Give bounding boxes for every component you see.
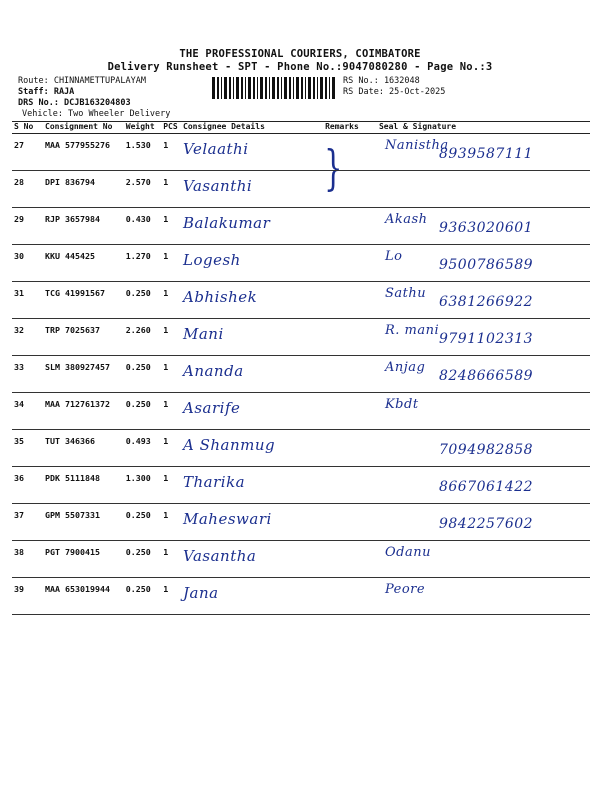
row-sno: 34	[12, 393, 43, 430]
row-signature	[377, 356, 590, 393]
header-consignment: Consignment No	[43, 122, 124, 134]
row-remarks	[323, 430, 377, 467]
table-row	[12, 578, 590, 615]
row-consignee-details	[181, 578, 323, 615]
row-consignment-number: KKU 445425	[43, 245, 124, 282]
row-pcs: 1	[161, 245, 181, 282]
row-pcs: 1	[161, 356, 181, 393]
row-pcs: 1	[161, 134, 181, 171]
table-row	[12, 393, 590, 430]
table-row	[12, 208, 590, 245]
handwritten-consignee-name: Asarife	[183, 399, 241, 417]
row-remarks	[323, 541, 377, 578]
row-signature	[377, 208, 590, 245]
header-signature: Seal & Signature	[377, 122, 590, 134]
handwritten-phone-number: 8939587111	[438, 146, 534, 162]
row-consignment-number: PDK 5111848	[43, 467, 124, 504]
row-consignee-details	[181, 356, 323, 393]
row-signature	[377, 467, 590, 504]
row-consignee-details	[181, 171, 323, 208]
handwritten-signature: Peore	[384, 582, 426, 597]
row-remarks	[323, 282, 377, 319]
row-pcs: 1	[161, 208, 181, 245]
row-weight: 0.250	[124, 356, 161, 393]
row-consignee-details	[181, 430, 323, 467]
handwritten-consignee-name: Logesh	[183, 251, 241, 269]
row-signature	[377, 134, 590, 171]
handwritten-signature: Sathu	[384, 286, 427, 301]
row-weight: 0.250	[124, 578, 161, 615]
remarks-brace-mark: }	[324, 140, 343, 196]
handwritten-consignee-name: Tharika	[183, 473, 246, 491]
handwritten-consignee-name: Abhishek	[183, 288, 258, 306]
handwritten-signature: Anjag	[384, 360, 426, 375]
row-consignment-number: MAA 712761372	[43, 393, 124, 430]
table-row	[12, 356, 590, 393]
row-sno: 30	[12, 245, 43, 282]
handwritten-signature: Lo	[384, 249, 403, 264]
handwritten-phone-number: 9842257602	[438, 516, 534, 532]
document-subtitle: Delivery Runsheet - SPT - Phone No.:9047080280 - Page No.:3	[107, 61, 493, 73]
table-row	[12, 319, 590, 356]
row-pcs: 1	[161, 430, 181, 467]
row-remarks	[323, 393, 377, 430]
handwritten-consignee-name: Ananda	[183, 362, 244, 380]
row-remarks	[323, 467, 377, 504]
row-sno: 35	[12, 430, 43, 467]
handwritten-consignee-name: Jana	[183, 584, 219, 602]
row-sno: 33	[12, 356, 43, 393]
row-pcs: 1	[161, 504, 181, 541]
row-sno: 38	[12, 541, 43, 578]
table-row	[12, 171, 590, 208]
row-weight: 2.260	[124, 319, 161, 356]
row-consignee-details	[181, 134, 323, 171]
row-consignment-number: TRP 7025637	[43, 319, 124, 356]
row-remarks	[323, 245, 377, 282]
row-consignment-number: RJP 3657984	[43, 208, 124, 245]
signature-area	[379, 214, 588, 242]
row-sno: 28	[12, 171, 43, 208]
row-signature	[377, 171, 590, 208]
table-row	[12, 541, 590, 578]
row-remarks	[323, 356, 377, 393]
table-header-row	[12, 122, 590, 134]
signature-area	[379, 362, 588, 390]
row-consignment-number: DPI 836794	[43, 171, 124, 208]
signature-area	[379, 251, 588, 279]
row-sno: 36	[12, 467, 43, 504]
runsheet-table	[12, 121, 590, 615]
header-weight: Weight	[124, 122, 161, 134]
table-row	[12, 504, 590, 541]
barcode-image	[212, 77, 338, 99]
row-pcs: 1	[161, 282, 181, 319]
handwritten-consignee-name: A Shanmug	[183, 436, 276, 454]
row-remarks	[323, 134, 377, 171]
row-weight: 0.430	[124, 208, 161, 245]
row-remarks	[323, 504, 377, 541]
row-sno: 39	[12, 578, 43, 615]
table-row	[12, 245, 590, 282]
handwritten-signature: Akash	[384, 212, 428, 227]
handwritten-consignee-name: Balakumar	[183, 214, 271, 232]
signature-area	[379, 399, 588, 427]
handwritten-consignee-name: Vasanthi	[183, 177, 253, 195]
row-weight: 1.300	[124, 467, 161, 504]
row-consignee-details	[181, 541, 323, 578]
row-sno: 37	[12, 504, 43, 541]
table-row	[12, 467, 590, 504]
row-remarks	[323, 578, 377, 615]
handwritten-consignee-name: Velaathi	[183, 140, 249, 158]
handwritten-consignee-name: Maheswari	[183, 510, 272, 528]
row-weight: 1.270	[124, 245, 161, 282]
row-consignment-number: GPM 5507331	[43, 504, 124, 541]
table-row	[12, 134, 590, 171]
row-consignment-number: SLM 380927457	[43, 356, 124, 393]
signature-area	[379, 436, 588, 464]
handwritten-signature: R. mani	[384, 323, 440, 338]
table-row	[12, 430, 590, 467]
row-consignee-details	[181, 245, 323, 282]
row-signature	[377, 541, 590, 578]
row-sno: 29	[12, 208, 43, 245]
row-weight: 0.250	[124, 393, 161, 430]
header-pcs: PCS	[161, 122, 181, 134]
handwritten-signature: Kbdt	[384, 397, 419, 412]
row-sno: 32	[12, 319, 43, 356]
handwritten-phone-number: 8667061422	[438, 479, 534, 495]
row-consignment-number: TCG 41991567	[43, 282, 124, 319]
staff-label: Staff: RAJA	[18, 87, 75, 97]
row-pcs: 1	[161, 393, 181, 430]
row-consignment-number: PGT 7900415	[43, 541, 124, 578]
row-consignee-details	[181, 467, 323, 504]
row-weight: 0.250	[124, 282, 161, 319]
row-signature	[377, 393, 590, 430]
signature-area	[379, 177, 588, 205]
signature-area	[379, 547, 588, 575]
header-consignee: Consignee Details	[181, 122, 323, 134]
signature-area	[379, 510, 588, 538]
handwritten-phone-number: 8248666589	[438, 368, 534, 384]
row-sno: 31	[12, 282, 43, 319]
row-pcs: 1	[161, 171, 181, 208]
row-signature	[377, 245, 590, 282]
handwritten-phone-number: 9791102313	[438, 331, 534, 347]
header-sno: S No	[12, 122, 43, 134]
signature-area	[379, 288, 588, 316]
row-consignee-details	[181, 393, 323, 430]
signature-area	[379, 584, 588, 612]
row-weight: 0.493	[124, 430, 161, 467]
signature-area	[379, 140, 588, 168]
row-signature	[377, 430, 590, 467]
row-weight: 1.530	[124, 134, 161, 171]
row-consignee-details	[181, 319, 323, 356]
signature-area	[379, 473, 588, 501]
table-row	[12, 282, 590, 319]
handwritten-consignee-name: Vasantha	[183, 547, 257, 565]
row-consignee-details	[181, 282, 323, 319]
row-weight: 0.250	[124, 541, 161, 578]
row-sno: 27	[12, 134, 43, 171]
document-title: THE PROFESSIONAL COURIERS, COIMBATORE	[179, 48, 421, 60]
row-signature	[377, 578, 590, 615]
handwritten-signature: Nanistha	[384, 138, 449, 153]
header-remarks: Remarks	[323, 122, 377, 134]
row-pcs: 1	[161, 319, 181, 356]
row-pcs: 1	[161, 541, 181, 578]
handwritten-phone-number: 9363020601	[438, 220, 534, 236]
rs-number: RS No.: 1632048	[343, 76, 420, 86]
handwritten-signature: Odanu	[384, 545, 431, 560]
vehicle-label: Vehicle: Two Wheeler Delivery	[22, 109, 171, 119]
row-signature	[377, 282, 590, 319]
row-consignment-number: TUT 346366	[43, 430, 124, 467]
row-consignee-details	[181, 208, 323, 245]
row-remarks	[323, 319, 377, 356]
row-consignee-details	[181, 504, 323, 541]
row-pcs: 1	[161, 578, 181, 615]
row-signature	[377, 504, 590, 541]
row-weight: 2.570	[124, 171, 161, 208]
row-consignment-number: MAA 577955276	[43, 134, 124, 171]
row-weight: 0.250	[124, 504, 161, 541]
row-pcs: 1	[161, 467, 181, 504]
handwritten-consignee-name: Mani	[183, 325, 224, 343]
handwritten-phone-number: 6381266922	[438, 294, 534, 310]
signature-area	[379, 325, 588, 353]
row-remarks	[323, 208, 377, 245]
drs-number: DRS No.: DCJB163204803	[18, 98, 131, 108]
row-consignment-number: MAA 653019944	[43, 578, 124, 615]
route-label: Route: CHINNAMETTUPALAYAM	[18, 76, 146, 86]
rs-date: RS Date: 25-Oct-2025	[343, 87, 446, 97]
row-remarks	[323, 171, 377, 208]
handwritten-phone-number: 9500786589	[438, 257, 534, 273]
row-signature	[377, 319, 590, 356]
handwritten-phone-number: 7094982858	[438, 442, 534, 458]
